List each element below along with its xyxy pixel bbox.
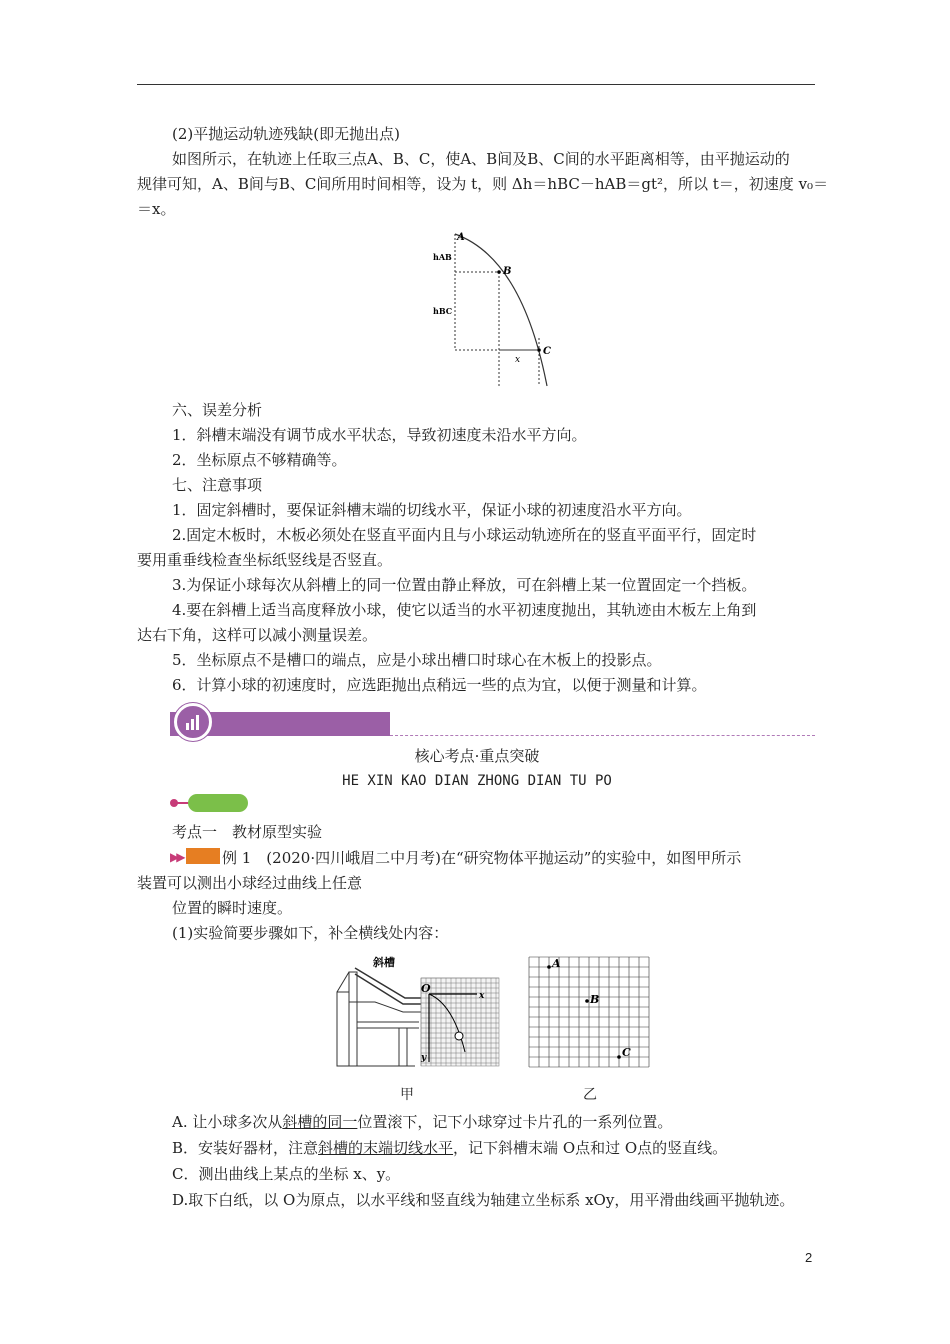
double-arrow-icon: ▶▶	[170, 850, 183, 864]
label-chute: 斜槽	[373, 956, 395, 969]
point-B	[497, 270, 501, 274]
list-item: 达右下角，这样可以减小测量误差。	[137, 626, 378, 644]
caption-right: 乙	[583, 1087, 597, 1103]
label-hBC: hBC	[433, 306, 453, 316]
label-A: A	[457, 232, 465, 243]
list-item: 1．斜槽末端没有调节成水平状态，导致初速度未沿水平方向。	[172, 426, 587, 444]
page-number: 2	[805, 1250, 813, 1265]
point-C	[537, 348, 541, 352]
step-D: D.取下白纸，以 O为原点，以水平线和竖直线为轴建立坐标系 xOy，用平滑曲线画平抛轨迹。	[172, 1191, 795, 1209]
example-line: (1)实验简要步骤如下，补全横线处内容：	[172, 924, 449, 942]
label-grid-C: C	[622, 1046, 631, 1059]
paragraph-line: 如图所示，在轨迹上任取三点A、B、C，使A、B间及B、C间的水平距离相等，由平抛运动的	[172, 150, 790, 168]
paragraph-line: ＝x。	[137, 200, 176, 218]
list-item: 5．坐标原点不是槽口的端点，应是小球出槽口时球心在木板上的投影点。	[172, 651, 662, 669]
label-B: B	[503, 266, 512, 277]
trajectory-curve	[455, 234, 547, 386]
trajectory-figure	[427, 228, 557, 388]
label-x: x	[515, 355, 521, 365]
section-title: 核心考点·重点突破	[414, 747, 540, 765]
topic-heading: 考点一 教材原型实验	[172, 823, 323, 841]
apparatus-figure	[335, 952, 505, 1072]
label-x-axis: x	[479, 991, 485, 1001]
label-O: O	[421, 982, 431, 995]
pin-dot-icon	[170, 799, 178, 807]
step-A: A. 让小球多次从斜槽的同一位置滚下，记下小球穿过卡片孔的一系列位置。	[172, 1113, 673, 1131]
list-item: 2．坐标原点不够精确等。	[172, 451, 347, 469]
caption-left: 甲	[400, 1087, 414, 1103]
step-C: C．测出曲线上某点的坐标 x、y。	[172, 1165, 401, 1183]
list-item: 6．计算小球的初速度时，应选距抛出点稍远一些的点为宜，以便于测量和计算。	[172, 676, 707, 694]
section-heading: 六、误差分析	[172, 401, 263, 419]
banner-dashline	[390, 735, 815, 736]
list-item: 3.为保证小球每次从斜槽上的同一位置由静止释放，可在斜槽上某一位置固定一个挡板。	[172, 576, 757, 594]
label-grid-A: A	[552, 957, 561, 970]
header-rule	[137, 84, 815, 85]
section-heading: (2)平抛运动轨迹残缺(即无抛出点)	[172, 125, 400, 143]
blank-answer: 斜槽的同一	[282, 1113, 358, 1131]
section-title-pinyin: HE XIN KAO DIAN ZHONG DIAN TU PO	[342, 773, 612, 789]
grid-figure	[527, 955, 652, 1073]
list-item: 1．固定斜槽时，要保证斜槽末端的切线水平，保证小球的初速度沿水平方向。	[172, 501, 692, 519]
step-B: B．安装好器材，注意斜槽的末端切线水平，记下斜槽末端 O点和过 O点的竖直线。	[172, 1139, 728, 1157]
grid-point-B	[585, 999, 589, 1003]
label-grid-B: B	[590, 993, 600, 1006]
list-item: 2.固定木板时，木板必须处在竖直平面内且与小球运动轨迹所在的竖直平面平行，固定时	[172, 526, 757, 544]
paragraph-line: 规律可知，A、B间与B、C间所用时间相等，设为 t，则 Δh＝hBC－hAB＝gt²，所以 t＝，初速度 v₀＝	[137, 175, 829, 193]
grid-point-A	[547, 965, 551, 969]
example-line: 例 1 (2020·四川峨眉二中月考)在“研究物体平抛运动”的实验中，如图甲所示	[222, 849, 742, 867]
section-heading: 七、注意事项	[172, 476, 263, 494]
label-C: C	[543, 346, 551, 357]
label-y-axis: y	[421, 1053, 427, 1063]
list-item: 4.要在斜槽上适当高度释放小球，使它以适当的水平初速度抛出，其轨迹由木板左上角到	[172, 601, 757, 619]
label-hAB: hAB	[433, 252, 452, 262]
example-badge	[186, 848, 220, 864]
grid-point-C	[617, 1055, 621, 1059]
chart-icon	[174, 703, 212, 741]
pin-badge	[188, 794, 248, 812]
example-line: 装置可以测出小球经过曲线上任意	[137, 874, 363, 892]
list-item: 要用重垂线检查坐标纸竖线是否竖直。	[137, 551, 393, 569]
example-line: 位置的瞬时速度。	[172, 899, 293, 917]
blank-answer: 斜槽的末端切线水平	[318, 1139, 454, 1157]
